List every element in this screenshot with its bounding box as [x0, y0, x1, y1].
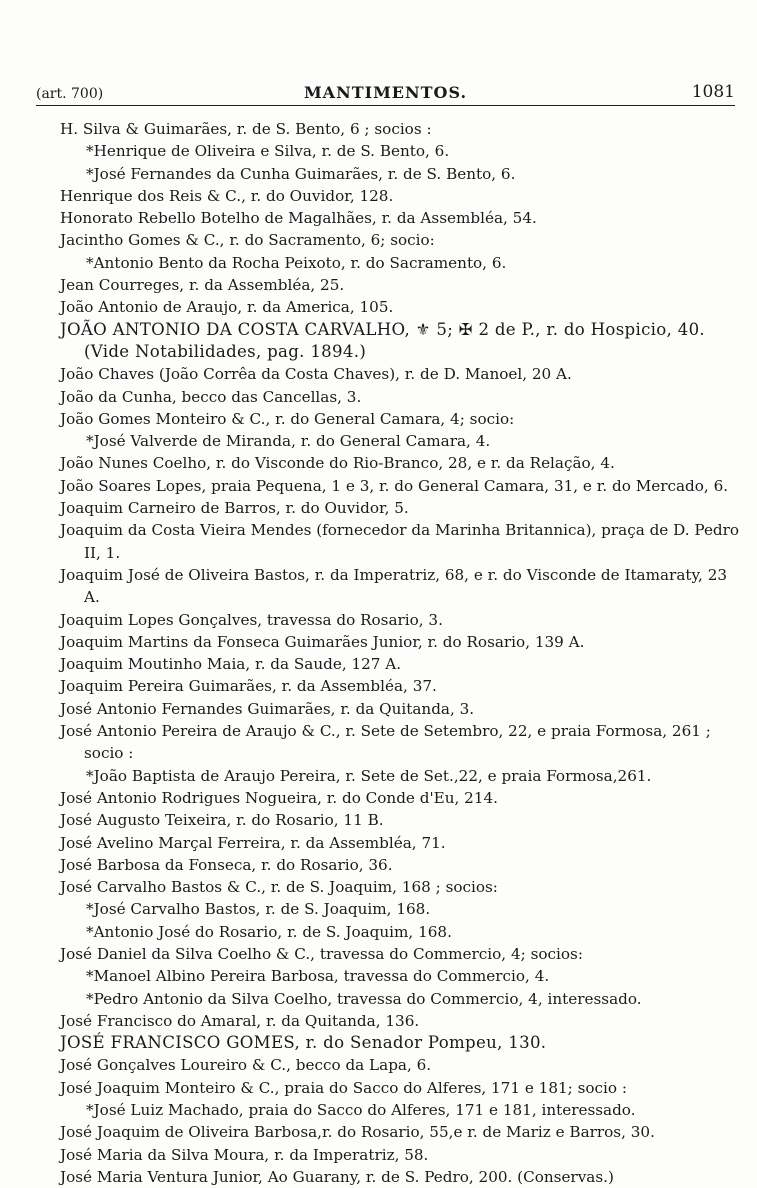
merchant-entry: Jean Courreges, r. da Assembléa, 25. [60, 276, 345, 295]
merchant-entry: José Antonio Rodrigues Nogueira, r. do Conde d'Eu, 214. [60, 788, 498, 807]
partner-entry: *José Carvalho Bastos, r. de S. Joaquim, 168. [86, 900, 431, 919]
merchant-entry: José Avelino Marçal Ferreira, r. da Assembléa, 71. [60, 833, 446, 852]
merchant-entry: José Carvalho Bastos & C., r. de S. Joaquim, 168 ; socios: [60, 878, 498, 897]
merchant-entry: José Antonio Fernandes Guimarães, r. da Quitanda, 3. [60, 699, 475, 718]
merchant-entry: Jacintho Gomes & C., r. do Sacramento, 6; socio: [60, 231, 435, 250]
merchant-entry: Joaquim da Costa Vieira Mendes (fornecedor da Marinha Britannica), praça de D. Pedro II, 1. [60, 521, 744, 562]
merchant-entry: H. Silva & Guimarães, r. de S. Bento, 6 ; socios : [60, 120, 432, 138]
merchant-entry: Joaquim José de Oliveira Bastos, r. da Imperatriz, 68, e r. do Visconde de Itamaraty, 23 A. [60, 565, 732, 607]
merchant-entry: JOSÉ FRANCISCO GOMES, r. do Senador Pompeu, 130. [60, 1033, 547, 1053]
merchant-entry: José Maria Ventura Junior, Ao Guarany, r. de S. Pedro, 200. (Conservas.) [60, 1167, 614, 1186]
merchant-entry: Joaquim Pereira Guimarães, r. da Assembléa, 37. [60, 677, 437, 696]
partner-entry: *Henrique de Oliveira e Silva, r. de S. Bento, 6. [86, 142, 450, 161]
merchant-entry: José Augusto Teixeira, r. do Rosario, 11 B. [60, 811, 384, 830]
merchant-entry: Joaquim Moutinho Maia, r. da Saude, 127 A. [60, 655, 402, 674]
merchant-entry: José Antonio Pereira de Araujo & C., r. Sete de Setembro, 22, e praia Formosa, 261 ; socio : [60, 722, 716, 763]
merchant-entry: Honorato Rebello Botelho de Magalhães, r. da Assembléa, 54. [60, 209, 537, 228]
merchant-entry: JOÃO ANTONIO DA COSTA CARVALHO, ⚜ 5; ✠ 2 de P., r. do Hospicio, 40. (Vide Notabilidades, pag. 1894.) [60, 319, 711, 361]
merchant-entry: João Antonio de Araujo, r. da America, 105. [60, 298, 394, 317]
merchant-entry: João Chaves (João Corrêa da Costa Chaves), r. de D. Manoel, 20 A. [60, 365, 572, 384]
header-section-title: MANTIMENTOS. [303, 83, 468, 102]
partner-entry: *Manoel Albino Pereira Barbosa, travessa do Commercio, 4. [86, 967, 550, 986]
partner-entry: *Antonio José do Rosario, r. de S. Joaquim, 168. [86, 922, 452, 941]
merchant-entry: José Gonçalves Loureiro & C., becco da Lapa, 6. [60, 1056, 432, 1075]
merchant-entry: João Gomes Monteiro & C., r. do General Camara, 4; socio: [60, 409, 515, 428]
merchant-entry: José Joaquim Monteiro & C., praia do Sacco do Alferes, 171 e 181; socio : [60, 1078, 627, 1097]
merchant-entry: João Nunes Coelho, r. do Visconde do Rio-Branco, 28, e r. da Relação, 4. [60, 454, 615, 473]
header-page-number: 1081 [691, 82, 735, 102]
merchant-entry: José Maria da Silva Moura, r. da Imperatriz, 58. [60, 1145, 429, 1164]
entry-list [60, 118, 744, 1188]
merchant-entry: Joaquim Martins da Fonseca Guimarães Junior, r. do Rosario, 139 A. [60, 632, 585, 651]
partner-entry: *João Baptista de Araujo Pereira, r. Sete de Set.,22, e praia Formosa,261. [86, 766, 652, 785]
partner-entry: *José Luiz Machado, praia do Sacco do Alferes, 171 e 181, interessado. [86, 1101, 636, 1120]
merchant-entry: Henrique dos Reis & C., r. do Ouvidor, 128. [60, 186, 394, 205]
partner-entry: *José Fernandes da Cunha Guimarães, r. de S. Bento, 6. [86, 164, 516, 183]
partner-entry: *Pedro Antonio da Silva Coelho, travessa do Commercio, 4, interessado. [86, 989, 642, 1008]
partner-entry: *Antonio Bento da Rocha Peixoto, r. do Sacramento, 6. [86, 253, 507, 272]
merchant-entry: Joaquim Carneiro de Barros, r. do Ouvidor, 5. [60, 499, 409, 518]
merchant-entry: José Daniel da Silva Coelho & C., travessa do Commercio, 4; socios: [60, 944, 583, 963]
merchant-entry: Joaquim Lopes Gonçalves, travessa do Rosario, 3. [60, 610, 443, 629]
header-article-ref: (art. 700) [36, 86, 104, 102]
partner-entry: *José Valverde de Miranda, r. do General Camara, 4. [86, 432, 491, 451]
merchant-entry: José Joaquim de Oliveira Barbosa,r. do Rosario, 55,e r. de Mariz e Barros, 30. [60, 1123, 655, 1142]
merchant-entry: José Francisco do Amaral, r. da Quitanda, 136. [60, 1011, 420, 1030]
merchant-entry: José Barbosa da Fonseca, r. do Rosario, 36. [60, 855, 393, 874]
merchant-entry: João Soares Lopes, praia Pequena, 1 e 3, r. do General Camara, 31, e r. do Mercado, 6. [60, 476, 729, 495]
merchant-entry: João da Cunha, becco das Cancellas, 3. [60, 387, 362, 406]
page-header [36, 81, 735, 106]
